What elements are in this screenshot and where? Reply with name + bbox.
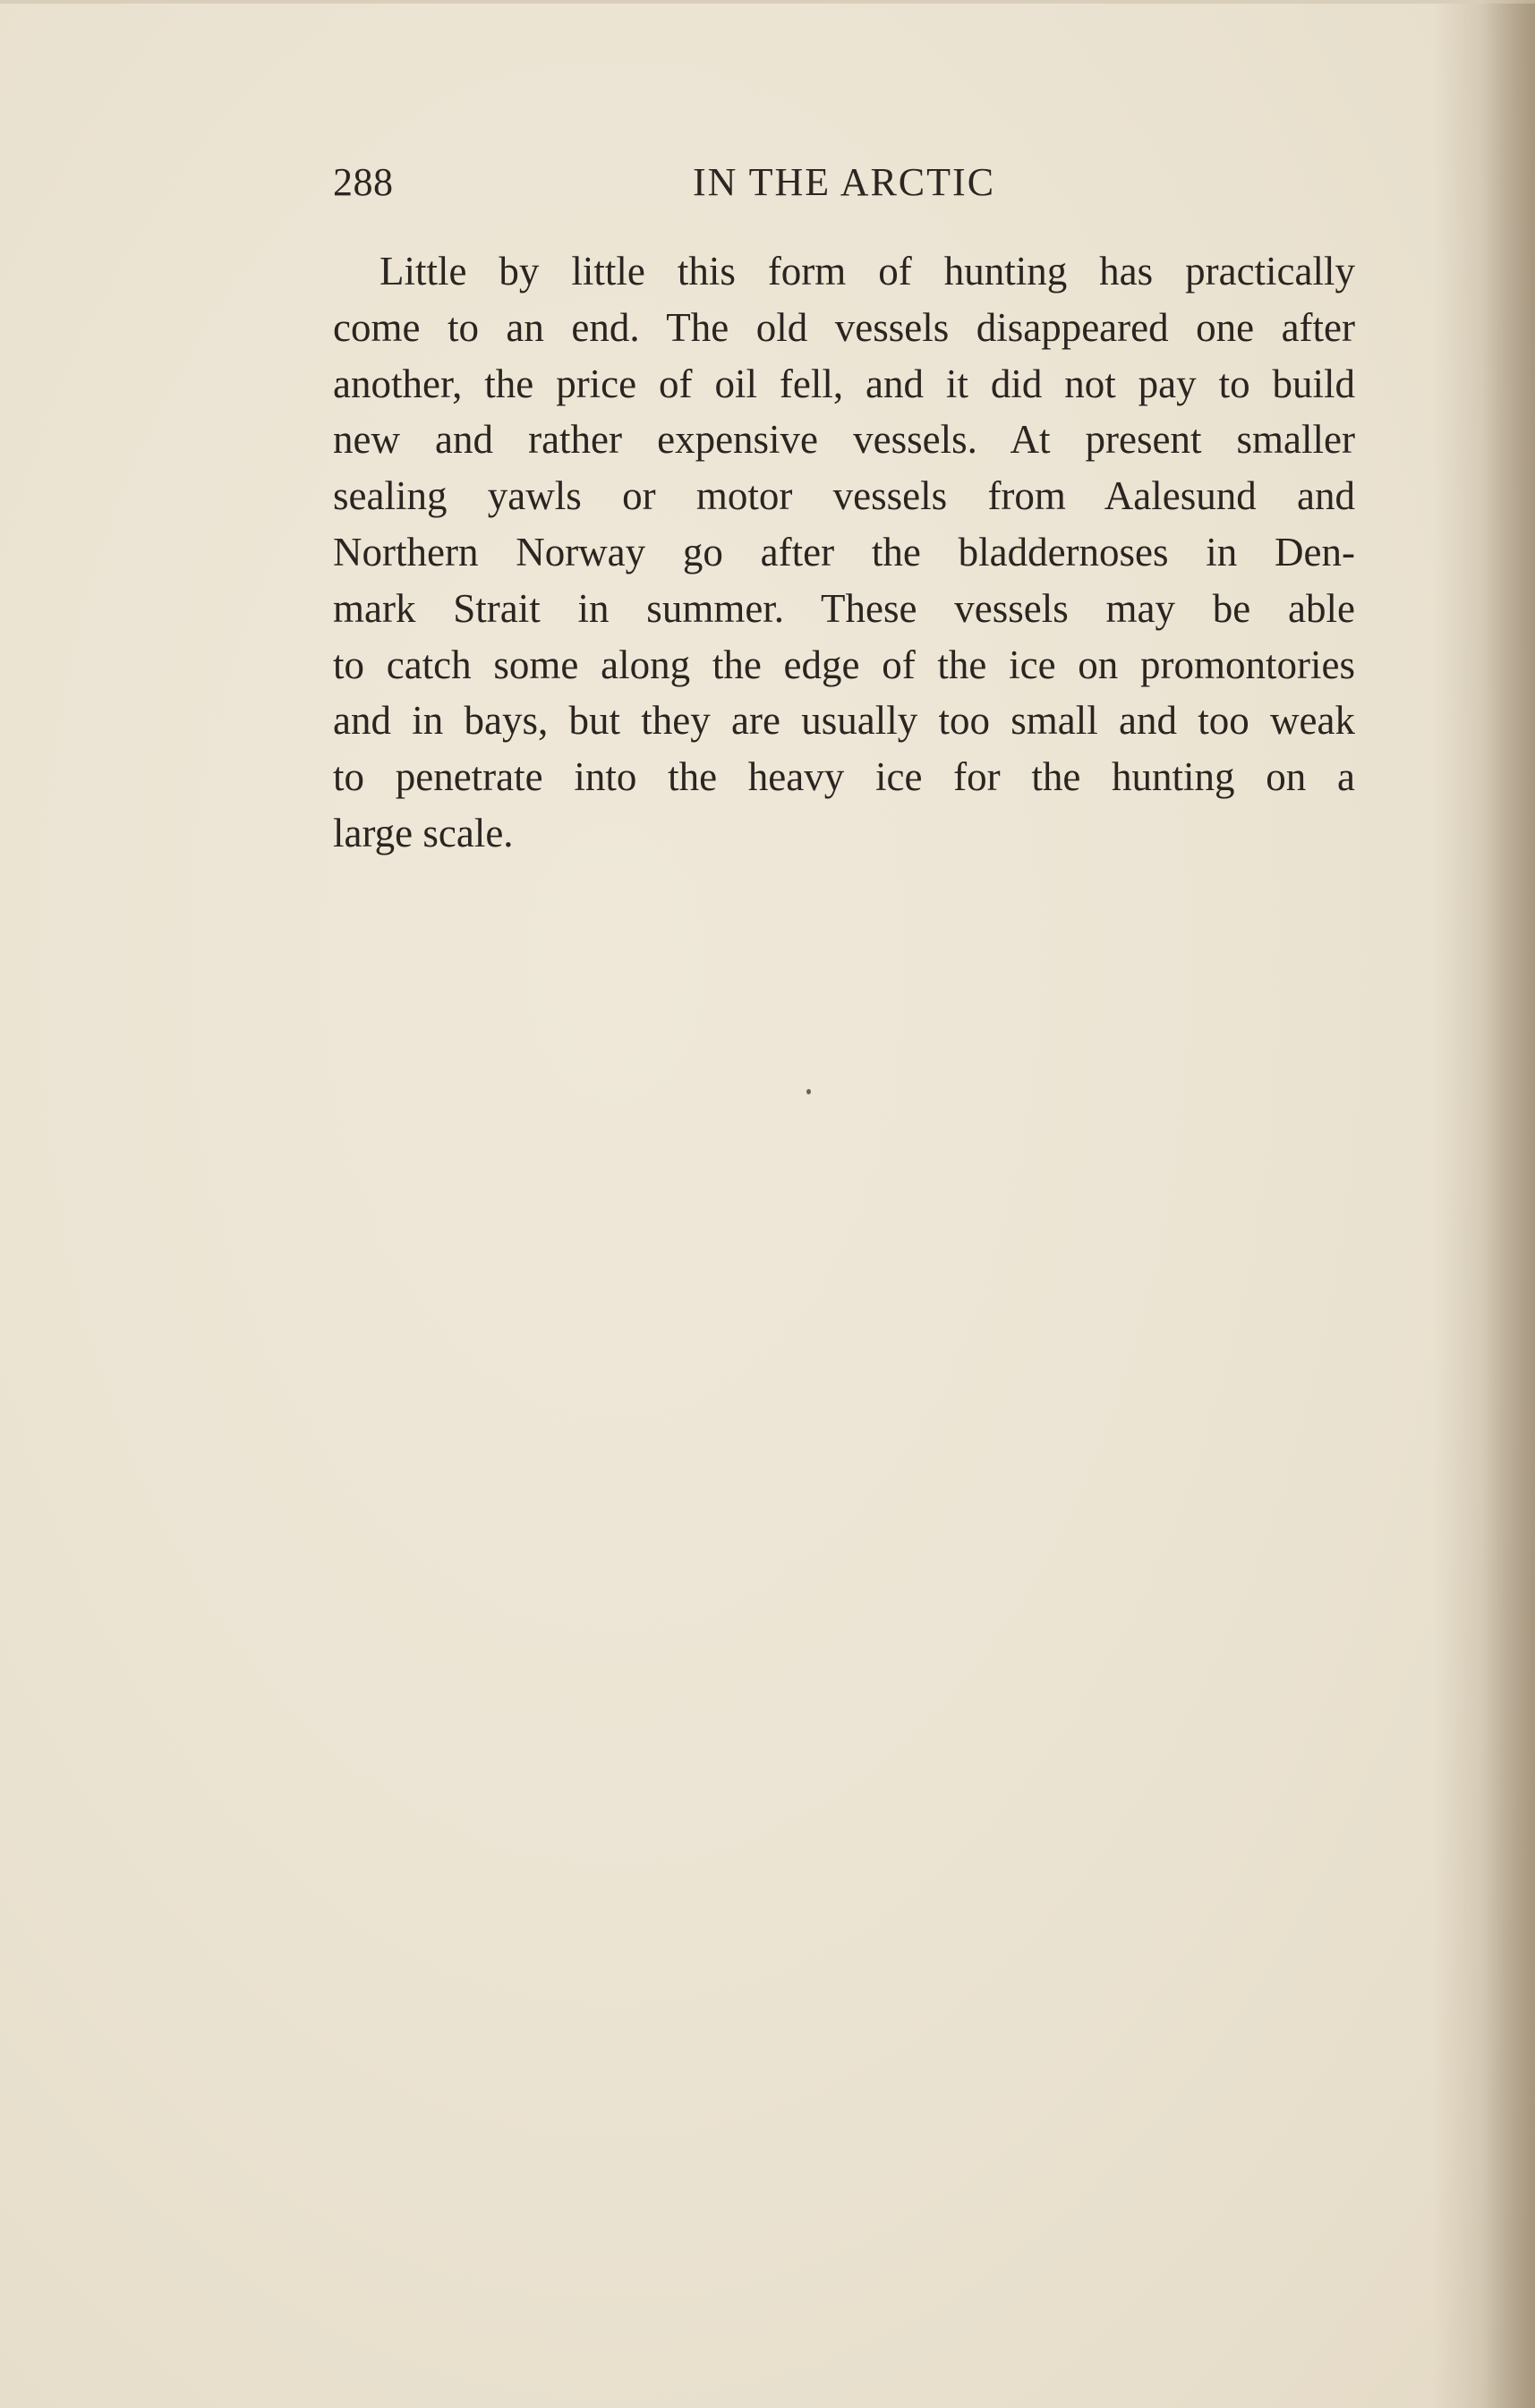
page-top-edge xyxy=(0,0,1535,4)
text-line: Little by little this form of hunting has practically xyxy=(379,249,1355,294)
text-line: Northern Norway go after the bladdernoses in Den- xyxy=(333,529,1355,574)
text-line: mark Strait in summer. These vessels may be able xyxy=(333,585,1355,631)
gutter-shadow xyxy=(1481,0,1535,2408)
running-head xyxy=(333,159,1355,213)
text-line: new and rather expensive vessels. At present smaller xyxy=(333,417,1355,463)
paper-speck xyxy=(806,1089,811,1094)
text-line: large scale. xyxy=(333,810,514,855)
text-line: to penetrate into the heavy ice for the hunting on a xyxy=(333,754,1355,800)
text-line: another, the price of oil fell, and it did not pay to build xyxy=(333,361,1355,406)
body-paragraph xyxy=(333,243,1355,862)
page-number: 288 xyxy=(333,160,394,204)
running-title: IN THE ARCTIC xyxy=(692,160,996,204)
text-line: and in bays, but they are usually too small and too weak xyxy=(333,698,1355,744)
text-line: sealing yawls or motor vessels from Aalesund and xyxy=(333,473,1355,519)
text-line: come to an end. The old vessels disappeared one after xyxy=(333,304,1355,350)
text-line: to catch some along the edge of the ice on promontories xyxy=(333,642,1355,687)
